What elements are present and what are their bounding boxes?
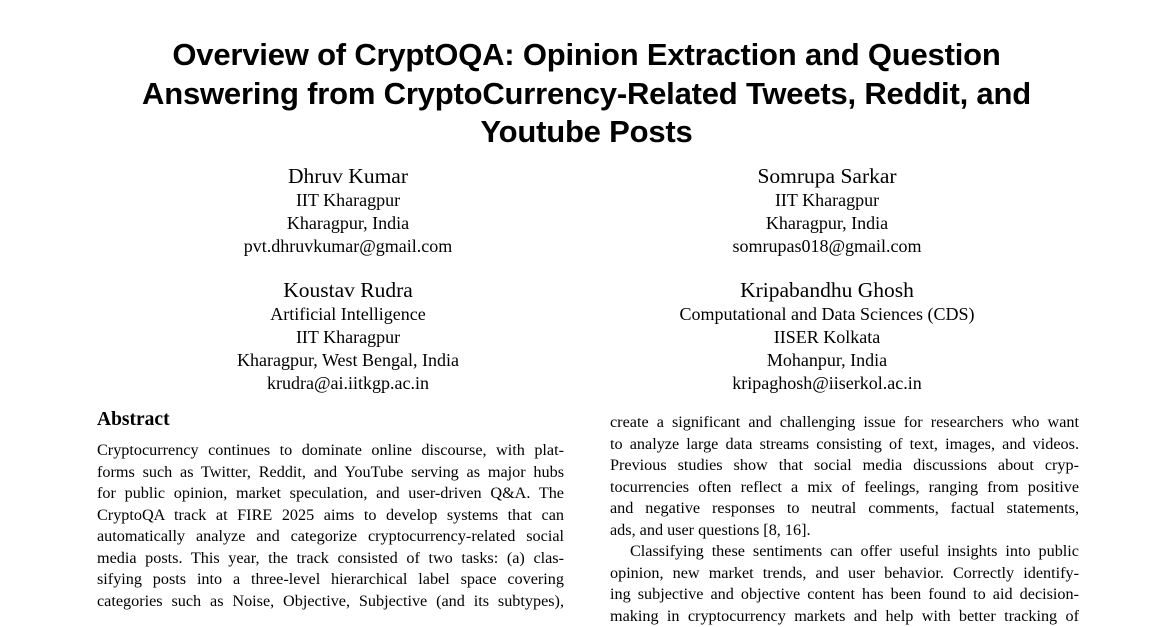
author-email: pvt.dhruvkumar@gmail.com (198, 235, 498, 258)
author-location: Kharagpur, West Bengal, India (198, 349, 498, 372)
author-location: Kharagpur, India (198, 212, 498, 235)
intro-line: opinion, new market trends, and user behavior. Correctly identify- (610, 563, 1079, 585)
abstract-line: for public opinion, market speculation, and user-driven Q&A. The (97, 483, 564, 505)
author-block-dhruv-kumar (198, 163, 498, 258)
abstract-line: CryptoQA track at FIRE 2025 aims to develop systems that can (97, 505, 564, 527)
author-location: Kharagpur, India (677, 212, 977, 235)
author-name: Somrupa Sarkar (677, 163, 977, 189)
author-email: somrupas018@gmail.com (677, 235, 977, 258)
author-affiliation: IIT Kharagpur (198, 189, 498, 212)
title-line-1: Overview of CryptOQA: Opinion Extraction and Question (0, 36, 1173, 75)
intro-line: Classifying these sentiments can offer useful insights into public (610, 541, 1079, 563)
title-line-2: Answering from CryptoCurrency-Related Tweets, Reddit, and (0, 75, 1173, 114)
author-block-kripabandhu-ghosh (627, 277, 1027, 395)
author-affiliation: IISER Kolkata (627, 326, 1027, 349)
author-location: Mohanpur, India (627, 349, 1027, 372)
abstract-line: forms such as Twitter, Reddit, and YouTube serving as major hubs (97, 462, 564, 484)
author-email: krudra@ai.iitkgp.ac.in (198, 372, 498, 395)
author-affiliation: IIT Kharagpur (198, 326, 498, 349)
paper-title (0, 36, 1173, 152)
author-email: kripaghosh@iiserkol.ac.in (627, 372, 1027, 395)
intro-body (610, 412, 1079, 627)
author-name: Kripabandhu Ghosh (627, 277, 1027, 303)
abstract-line: categories such as Noise, Objective, Subjective (and its subtypes), (97, 591, 564, 613)
abstract-line: media posts. This year, the track consisted of two tasks: (a) clas- (97, 548, 564, 570)
abstract-line: automatically analyze and categorize cryptocurrency-related social (97, 526, 564, 548)
intro-line: ads, and user questions [8, 16]. (610, 520, 1079, 542)
intro-line: ing subjective and objective content has been found to aid decision- (610, 584, 1079, 606)
author-name: Dhruv Kumar (198, 163, 498, 189)
author-department: Computational and Data Sciences (CDS) (627, 303, 1027, 326)
abstract-line: Cryptocurrency continues to dominate online discourse, with plat- (97, 440, 564, 462)
intro-line: Previous studies show that social media discussions about cryp- (610, 455, 1079, 477)
abstract-line: sifying posts into a three-level hierarchical label space covering (97, 569, 564, 591)
intro-line: tocurrencies often reflect a mix of feelings, ranging from positive (610, 477, 1079, 499)
title-line-3: Youtube Posts (0, 113, 1173, 152)
intro-line: to analyze large data streams consisting of text, images, and videos. (610, 434, 1079, 456)
intro-line: making in cryptocurrency markets and help with better tracking of (610, 606, 1079, 627)
abstract-heading: Abstract (97, 409, 170, 431)
author-department: Artificial Intelligence (198, 303, 498, 326)
author-affiliation: IIT Kharagpur (677, 189, 977, 212)
intro-line: create a significant and challenging issue for researchers who want (610, 412, 1079, 434)
author-name: Koustav Rudra (198, 277, 498, 303)
intro-line: and negative responses to neutral comments, factual statements, (610, 498, 1079, 520)
author-block-koustav-rudra (198, 277, 498, 395)
abstract-body (97, 440, 564, 612)
author-block-somrupa-sarkar (677, 163, 977, 258)
